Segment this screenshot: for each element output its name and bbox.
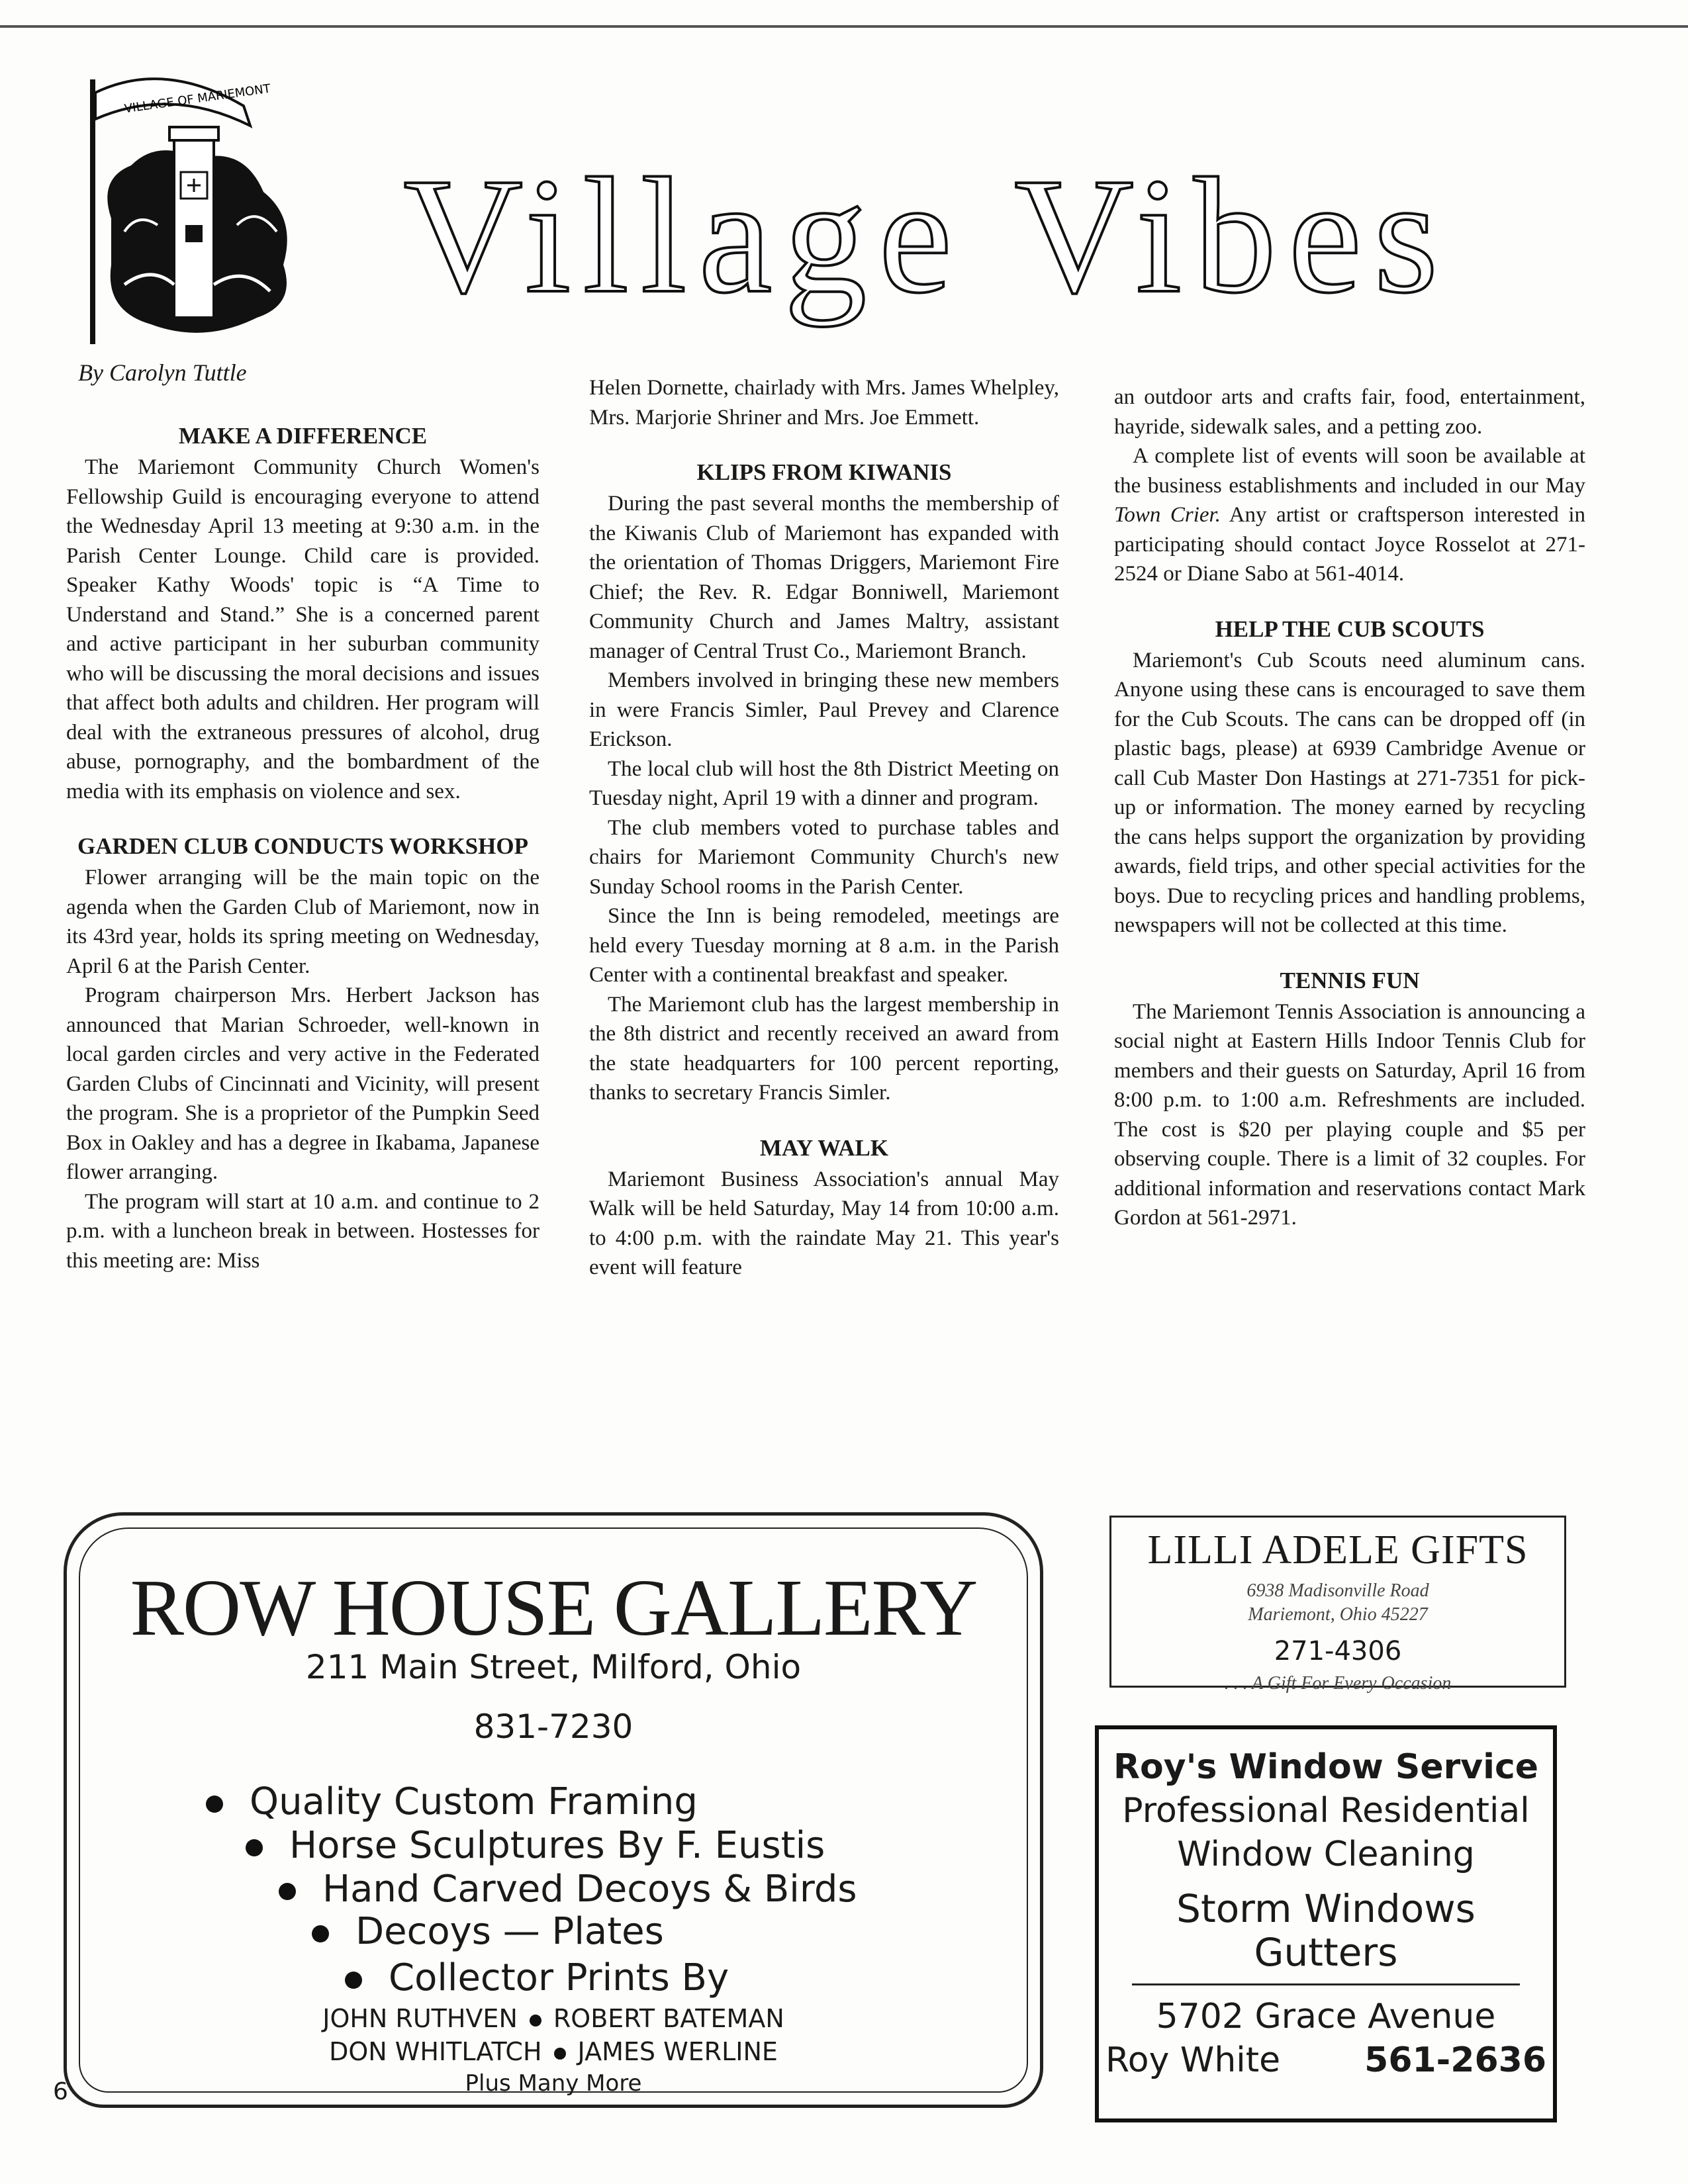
gallery-more: Plus Many More [465,2070,642,2097]
column-1 [66,422,539,1275]
gifts-street: 6938 Madisonville Road [1246,1580,1429,1601]
bullet-icon [279,1883,296,1900]
bullet-icon [206,1796,223,1813]
heading-cub-scouts: HELP THE CUB SCOUTS [1215,615,1485,642]
article-paragraph: Flower arranging will be the main topic on the agenda when the Garden Club of Mariemont, now in its 43rd year, holds its spring meeting on Wednesday, April 6 at the Parish Center. [66,866,539,978]
window-service-name: Roy's Window Service [1113,1747,1539,1787]
window-service-address: 5702 Grace Avenue [1156,1997,1496,2036]
artist-name: DON WHITLATCH [329,2037,542,2066]
article-paragraph: Mariemont Business Association's annual May Walk will be held Saturday, May 14 from 10:00 a.m. to 4:00 p.m. with the raindate May 21. This year's event will feature [589,1167,1059,1279]
gifts-name: LILLI ADELE GIFTS [1147,1527,1528,1572]
artist-name: JAMES WERLINE [577,2037,778,2066]
gallery-item [246,1824,825,1867]
svg-text:Village Vibes: Village Vibes [403,159,1450,328]
ad-lilli-adele-gifts [1109,1516,1566,1694]
bullet-icon [554,2048,566,2060]
article-paragraph: The Mariemont club has the largest membership in the 8th district and recently received an award from the state headquarters for 100 percent reporting, thanks to secretary Francis Simler. [589,992,1059,1105]
ad-row-house-gallery [64,1512,1043,2108]
gifts-phone: 271-4306 [1274,1636,1402,1666]
artist-name: ROBERT BATEMAN [553,2004,784,2033]
article-paragraph: The club members voted to purchase tables and chairs for Mariemont Community Church's new Sunday School rooms in the Parish Center. [589,815,1059,899]
text-run: Any artist or craftsperson interested in participating should contact Joyce Rosselot at 271-2524 or Diane Sabo at 561-4014. [1114,503,1585,586]
article-paragraph: Members involved in bringing these new members in were Francis Simler, Paul Prevey and Clarence Erickson. [589,668,1059,751]
article-paragraph: Helen Dornette, chairlady with Mrs. James Whelpley, Mrs. Marjorie Shriner and Mrs. Joe Emmett. [589,376,1059,430]
article-paragraph: Since the Inn is being remodeled, meetings are held every Tuesday morning at 8 a.m. in the Parish Center with a continental breakfast and speaker. [589,904,1059,987]
window-service-owner: Roy White [1105,2040,1281,2080]
gallery-item-label: Hand Carved Decoys & Birds [322,1868,857,1911]
gallery-item [279,1868,857,1911]
gallery-item-label: Collector Prints By [389,1956,729,1999]
logo-banner-text: VILLAGE OF MARIEMONT [123,81,271,116]
divider [1132,1983,1520,1985]
artist-name: JOHN RUTHVEN [322,2004,518,2033]
window-service-line: Window Cleaning [1177,1835,1475,1874]
article-paragraph: an outdoor arts and crafts fair, food, entertainment, hayride, sidewalk sales, and a petting zoo. [1114,385,1585,439]
bullet-icon [312,1925,329,1942]
artist-line [67,2037,1040,2066]
gallery-name: ROW HOUSE GALLERY [130,1563,977,1653]
village-logo [85,66,310,357]
gifts-city: Mariemont, Ohio 45227 [1248,1604,1428,1625]
gallery-item-label: Horse Sculptures By F. Eustis [289,1824,825,1867]
publication-name: Town Crier. [1114,503,1221,527]
page-number: 6 [53,2078,68,2105]
article-paragraph: The Mariemont Community Church Women's Fellowship Guild is encouraging everyone to attend the Wednesday April 13 meeting at 9:30 a.m. in the Parish Center Lounge. Child care is provided. Speaker Kathy Woods' topic is “A Time to Understand and Stand.” She is a concerned parent and active participant in her suburban community who will be discussing the moral decisions and issues that affect both adults and children. Her program will deal with the extraneous pressures of alcohol, drug abuse, pornography, and the bombardment of the media with its emphasis on violence and sex. [66,455,539,803]
ad-roys-window-service [1095,1725,1557,2122]
gallery-phone: 831-7230 [473,1707,633,1746]
article-paragraph: During the past several months the membership of the Kiwanis Club of Mariemont has expanded with the orientation of Thomas Driggers, Mariemont Fire Chief; the Rev. R. Edgar Bonniwell, Mariemont Community Church and James Maltry, assistant manager of Central Trust Co., Mariemont Branch. [589,492,1059,663]
gifts-tagline: . . . A Gift For Every Occasion [1224,1673,1452,1694]
text-run: A complete list of events will soon be available at the business establishments and included in our May [1114,444,1585,498]
column-3 [1114,383,1585,1233]
article-paragraph: Program chairperson Mrs. Herbert Jackson has announced that Marian Schroeder, well-known in local garden circles and very active in the Federated Garden Clubs of Cincinnati and Vicinity, will present the program. She is a proprietor of the Pumpkin Seed Box in Oakley and has a degree in Ikabama, Japanese flower arranging. [66,983,539,1184]
window-service-phone: 561-2636 [1364,2040,1546,2080]
article-paragraph: Mariemont's Cub Scouts need aluminum cans. Anyone using these cans is encouraged to save them for the Cub Scouts. The cans can be dropped off (in plastic bags, please) at 6939 Cambridge Avenue or call Cub Master Don Hastings at 271-7351 for pick-up or information. The money earned by recycling the cans helps support the organization by providing awards, field trips, and other special activities for the boys. Due to recycling prices and handling problems, newspapers will not be collected at this time. [1114,648,1585,937]
gallery-item-label: Decoys — Plates [355,1910,664,1953]
bullet-icon [530,2015,541,2026]
heading-may-walk: MAY WALK [759,1134,889,1161]
window-service-line: Storm Windows [1176,1886,1476,1931]
bullet-icon [345,1972,362,1989]
window-service-line: Professional Residential [1122,1791,1530,1831]
heading-tennis-fun: TENNIS FUN [1280,967,1420,993]
column-2 [589,373,1059,1283]
gallery-item [345,1956,729,1999]
article-paragraph: The program will start at 10 a.m. and continue to 2 p.m. with a luncheon break in between. Hostesses for this meeting are: Miss [66,1189,539,1273]
article-paragraph: The local club will host the 8th District Meeting on Tuesday night, April 19 with a dinner and program. [589,756,1059,810]
masthead-title [357,159,1496,338]
artist-line [67,2004,1040,2033]
heading-kiwanis: KLIPS FROM KIWANIS [696,459,952,485]
byline: By Carolyn Tuttle [78,359,247,386]
article-paragraph: The Mariemont Tennis Association is announcing a social night at Eastern Hills Indoor Tennis Club for members and their guests on Saturday, April 16 from 8:00 p.m. to 1:00 a.m. Refreshments are included. The cost is $20 per playing couple and $5 per observing couple. There is a limit of 32 couples. For additional information and reservations contact Mark Gordon at 561-2971. [1114,999,1585,1230]
window-service-line: Gutters [1254,1930,1398,1975]
heading-garden-club: GARDEN CLUB CONDUCTS WORKSHOP [77,833,528,859]
heading-make-a-difference: MAKE A DIFFERENCE [178,423,428,449]
gallery-address: 211 Main Street, Milford, Ohio [305,1648,802,1686]
page-top-rule [0,25,1688,28]
bullet-icon [246,1839,263,1856]
article-paragraph [1114,441,1585,589]
window-service-contact [1099,2038,1553,2082]
gallery-item [206,1780,698,1823]
gallery-item [312,1910,664,1953]
gallery-item-label: Quality Custom Framing [250,1780,698,1823]
